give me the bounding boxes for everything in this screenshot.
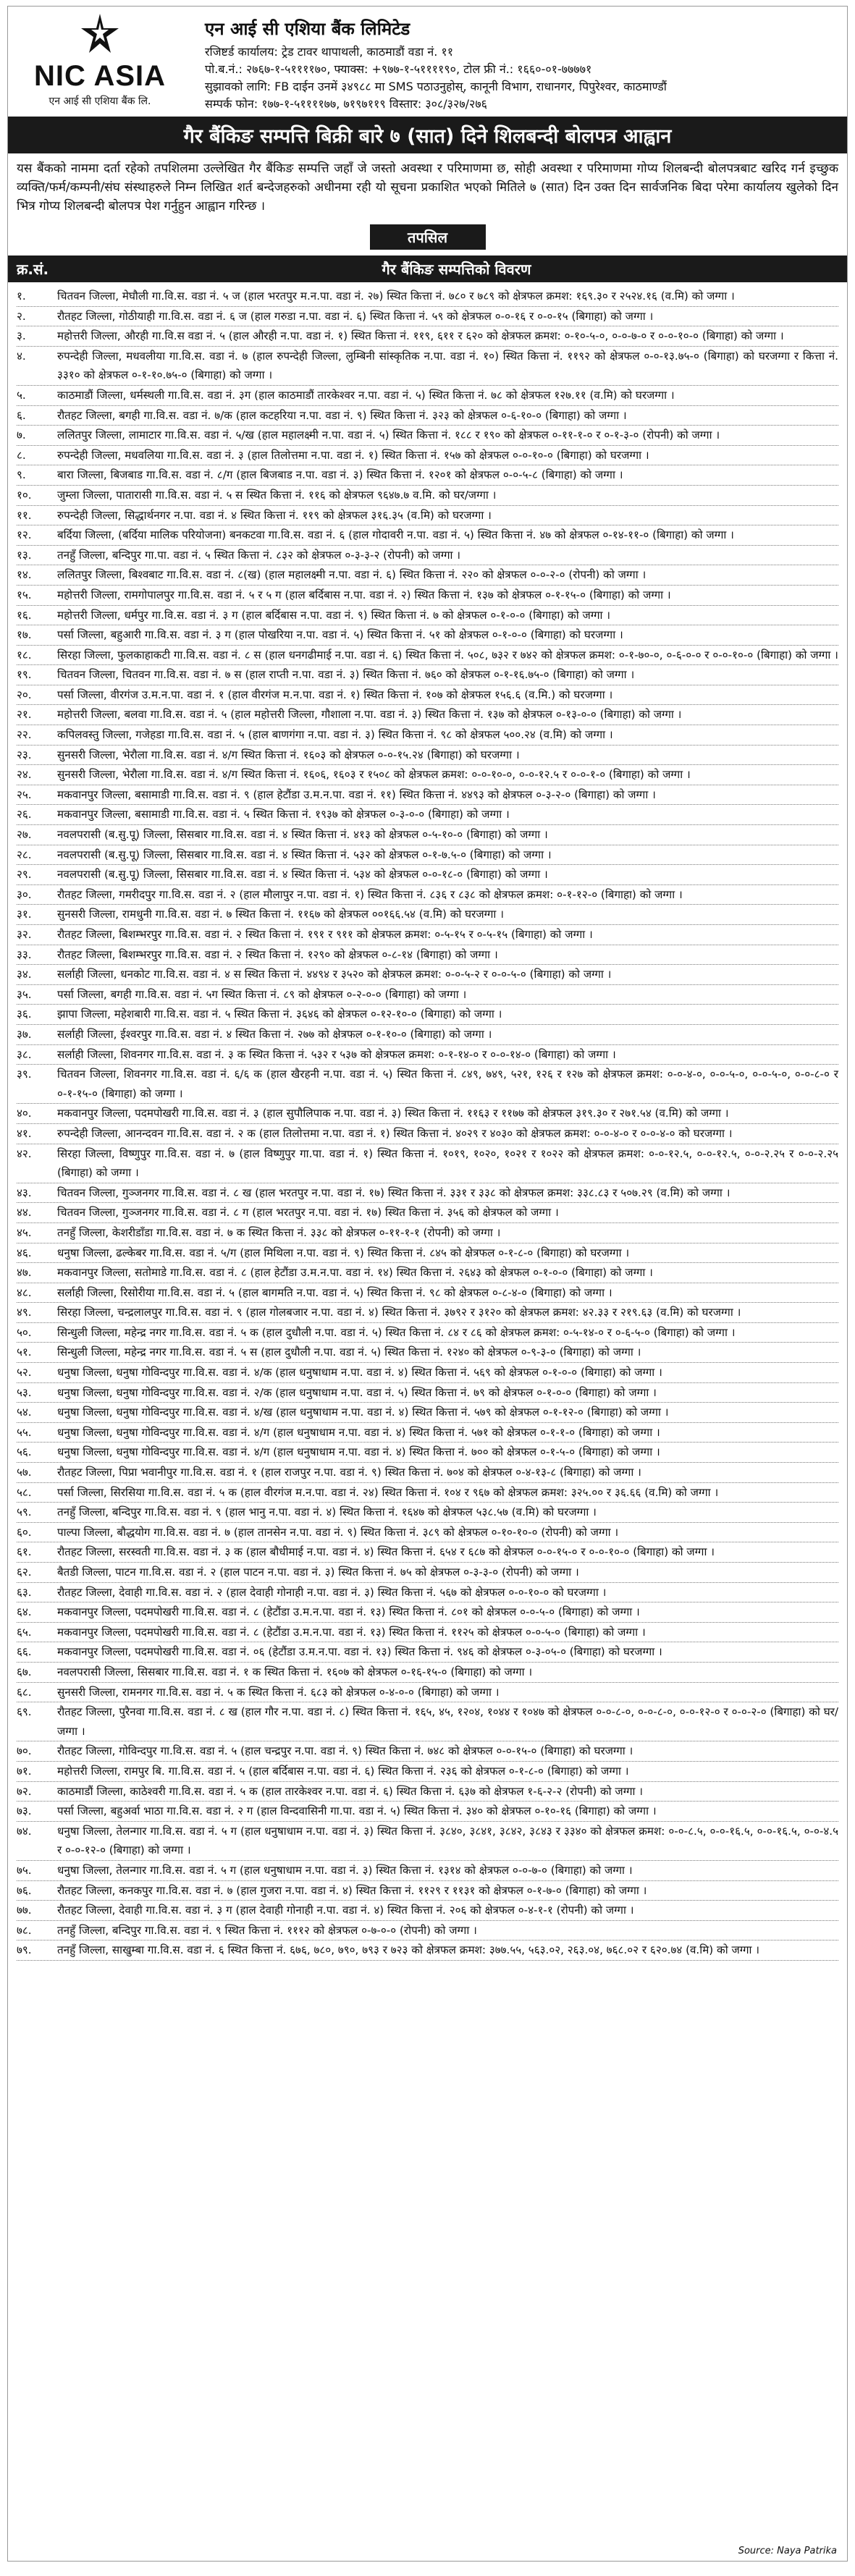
row-serial: १०. <box>17 488 32 502</box>
table-row <box>17 1921 838 1941</box>
table-row <box>17 1483 838 1503</box>
row-description: तनहुँ जिल्ला, बन्दिपुर गा.पा. वडा नं. ५ स्थित कित्ता नं. ८३२ को क्षेत्रफल ०-३-३-२ (रोपनी) को जग्गा । <box>57 548 461 562</box>
table-row <box>17 985 838 1005</box>
row-description: काठमाडौं जिल्ला, धर्मस्थली गा.वि.स. वडा नं. ३ग (हाल काठमाडौं तारकेश्वर न.पा. वडा नं. ५) स्थित कित्ता नं. ७८ को क्षेत्रफल १२७.११ (व.मि) को घरजग्गा । <box>57 388 675 402</box>
row-description: सिन्धुली जिल्ला, महेन्द्र नगर गा.वि.स. वडा नं. ५ क (हाल दुधौली न.पा. वडा नं. ५) स्थित कित्ता नं. ८४ र ८६ को क्षेत्रफल क्रमश: ०-५-१४-० र ०-६-५-० (बिगाहा) को जग्गा । <box>57 1325 736 1339</box>
table-row <box>17 646 838 666</box>
row-description: रौतहट जिल्ला, देवाही गा.वि.स. वडा नं. २ (हाल देवाही गोनाही न.पा. वडा नं. ३) स्थित कित्ता नं. ५६७ को क्षेत्रफल ०-०-१०-० को घरजग्गा । <box>57 1585 607 1599</box>
table-row <box>17 885 838 905</box>
row-serial: ५९. <box>17 1506 32 1519</box>
table-row <box>17 625 838 646</box>
table-row <box>17 1503 838 1523</box>
row-description: धनुषा जिल्ला, धनुषा गोविन्दपुर गा.वि.स. वडा नं. २/क (हाल धनुषाधाम न.पा. वडा नं. ५) स्थित कित्ता नं. ७९ को क्षेत्रफल ०-१-०-० (बिगाहा) को जग्गा । <box>57 1385 657 1399</box>
table-row <box>17 705 838 725</box>
table-row <box>17 965 838 985</box>
row-serial: ७५. <box>17 1863 32 1877</box>
row-description: सर्लाही जिल्ला, शिवनगर गा.वि.स. वडा नं. ३ क स्थित कित्ता नं. ५३२ र ५३७ को क्षेत्रफल क्रमश: ०-१-१४-० र ०-०-१४-० (बिगाहा) को जग्गा । <box>57 1047 616 1061</box>
row-serial: १. <box>17 290 26 303</box>
row-description: सुनसरी जिल्ला, रामनगर गा.वि.स. वडा नं. ५ क स्थित कित्ता नं. ६८३ को क्षेत्रफल ०-४-०-० (बिगाहा) को जग्गा । <box>57 1685 500 1699</box>
row-description: पर्सा जिल्ला, बहुआरी गा.वि.स. वडा नं. ३ ग (हाल पोखरिया न.पा. वडा नं. ५) स्थित कित्ता नं. ५१ को क्षेत्रफल ०-१-०-० (बिगाहा) को घरजग्गा । <box>57 628 623 642</box>
row-serial: ६३. <box>17 1585 32 1599</box>
table-row <box>17 1065 838 1104</box>
row-serial: १५. <box>17 588 32 601</box>
row-serial: ६९. <box>17 1705 32 1719</box>
row-description: पर्सा जिल्ला, वीरगंज उ.म.न.पा. वडा नं. १ (हाल वीरगंज म.न.पा. वडा नं. १) स्थित कित्ता नं. १०७ को क्षेत्रफल १५६.६ (व.मि.) को घरजग्गा । <box>57 688 613 701</box>
row-serial: ४९. <box>17 1306 32 1319</box>
row-serial: १८. <box>17 648 32 662</box>
table-row <box>17 586 838 606</box>
table-row <box>17 1822 838 1861</box>
row-serial: ७३. <box>17 1804 32 1818</box>
row-serial: ३७. <box>17 1027 32 1041</box>
table-row <box>17 1941 838 1961</box>
row-serial: ७२. <box>17 1784 32 1798</box>
row-description: धनुषा जिल्ला, धनुषा गोविन्दपुर गा.वि.स. वडा नं. ४/ख (हाल धनुषाधाम न.पा. वडा नं. ४) स्थित कित्ता नं. ५७९ को क्षेत्रफल ०-१-१२-० (बिगाहा) को जग्गा । <box>57 1406 669 1419</box>
table-row <box>17 945 838 966</box>
table-row <box>17 905 838 925</box>
row-serial: १४. <box>17 568 32 582</box>
table-row <box>17 685 838 706</box>
row-description: मकवानपुर जिल्ला, पदमपोखरी गा.वि.स. वडा नं. ८ (हेटौंडा उ.म.न.पा. वडा नं. १३) स्थित कित्ता नं. ११२५ को क्षेत्रफल ०-०-५-० (बिगाहा) को जग्गा । <box>57 1625 646 1639</box>
row-serial: ७८. <box>17 1923 32 1937</box>
table-row <box>17 386 838 406</box>
table-row <box>17 1403 838 1423</box>
table-row <box>17 1542 838 1563</box>
table-row <box>17 1463 838 1483</box>
row-description: पर्सा जिल्ला, सिरसिया गा.वि.स. वडा नं. ५ क (हाल वीरगंज म.न.पा. वडा नं. २४) स्थित कित्ता नं. १०४ र ९६७ को क्षेत्रफल क्रमश: ३२५.०० र ३६.६६ (व.मि) को जग्गा । <box>57 1485 719 1499</box>
row-serial: ३५. <box>17 987 32 1001</box>
row-serial: ४४. <box>17 1206 32 1220</box>
row-serial: ६५. <box>17 1625 32 1639</box>
table-row <box>17 1861 838 1881</box>
row-serial: २. <box>17 309 26 323</box>
row-description: चितवन जिल्ला, मेघौली गा.वि.स. वडा नं. ५ ज (हाल भरतपुर म.न.पा. वडा नं. २७) स्थित कित्ता नं. ७८० र ७८९ को क्षेत्रफल क्रमश: १६९.३० र २५२४.१६ (व.मि) को जग्गा । <box>57 290 735 303</box>
row-serial: ६१. <box>17 1545 32 1559</box>
row-serial: ४३. <box>17 1186 32 1199</box>
logo <box>17 12 183 108</box>
row-description: तनहुँ जिल्ला, साखुम्बा गा.वि.स. वडा नं. ६ स्थित कित्ता नं. ६७६, ७८०, ७९०, ७९३ र ७२३ को क्षेत्रफल क्रमश: ३७७.५५, ५६३.०२, २६३.०४, ७६८.०२ र ६२०.७४ (व.मि) को जग्गा । <box>57 1943 760 1957</box>
row-serial: १७. <box>17 628 32 642</box>
table-row <box>17 446 838 466</box>
row-description: चितवन जिल्ला, शिवनगर गा.वि.स. वडा नं. ६/६ क (हाल खैरहनी न.पा. वडा नं. ५) स्थित कित्ता नं. ८४९, ७४९, ५२१, १२६ र १२७ को क्षेत्रफल क्रमश: ०-०-४-०, ०-०-५-०, ०-०-५-०, ०-०-८-० र ०-१-१५-० (बिगाहा) को जग्गा । <box>57 1068 838 1100</box>
table-row <box>17 1642 838 1663</box>
table-row <box>17 307 838 327</box>
row-description: नवलपरासी जिल्ला, सिसबार गा.वि.स. वडा नं. १ क स्थित कित्ता नं. १६०७ को क्षेत्रफल ०-१६-१५-० (बिगाहा) को जग्गा । <box>57 1665 533 1678</box>
table-row <box>17 486 838 506</box>
table-row <box>17 326 838 347</box>
table-row <box>17 1343 838 1363</box>
table-header <box>8 256 847 282</box>
bank-name: एन आई सी एशिया बैंक लिमिटेड <box>205 19 410 39</box>
table-row <box>17 1025 838 1045</box>
row-description: कपिलवस्तु जिल्ला, गजेहडा गा.वि.स. वडा नं. ५ (हाल बाणगंगा न.पा. वडा नं. ३) स्थित कित्ता नं. ९८ को क्षेत्रफल ५००.२४ (व.मि) को जग्गा । <box>57 728 613 742</box>
row-serial: २७. <box>17 828 32 842</box>
table-row <box>17 506 838 526</box>
col-header-sn: क्र.सं. <box>17 261 49 278</box>
row-serial: ३८. <box>17 1047 32 1061</box>
table-row <box>17 665 838 685</box>
row-description: नवलपरासी (ब.सु.पू) जिल्ला, सिसबार गा.वि.स. वडा नं. ४ स्थित कित्ता नं. ५३२ को क्षेत्रफल ०-१-७.५-० (बिगाहा) को जग्गा । <box>57 848 552 861</box>
row-serial: ६८. <box>17 1685 32 1699</box>
row-serial: २१. <box>17 708 32 722</box>
row-description: नवलपरासी (ब.सु.पू) जिल्ला, सिसबार गा.वि.स. वडा नं. ४ स्थित कित्ता नं. ५३४ को क्षेत्रफल ०-०-१८-० (बिगाहा) को जग्गा । <box>57 868 548 882</box>
row-serial: ५३. <box>17 1385 32 1399</box>
table-row <box>17 465 838 486</box>
row-serial: ७४. <box>17 1824 32 1838</box>
brand-tagline: एन आई सी एशिया बैंक लि. <box>49 96 151 107</box>
row-serial: ३. <box>17 329 26 343</box>
row-serial: ९. <box>17 468 26 482</box>
notice-page <box>7 6 848 2562</box>
table-row <box>17 865 838 885</box>
row-serial: ४८. <box>17 1285 32 1299</box>
row-serial: ३६. <box>17 1008 32 1021</box>
row-serial: २९. <box>17 868 32 882</box>
row-description: बारा जिल्ला, बिजबाड गा.वि.स. वडा नं. ८/ग (हाल बिजबाड न.पा. वडा नं. ३) स्थित कित्ता नं. १२०१ को क्षेत्रफल ०-०-५-८ (बिगाहा) को जग्गा । <box>57 468 623 482</box>
row-serial: १९. <box>17 668 32 682</box>
row-description: रुपन्देही जिल्ला, आनन्दवन गा.वि.स. वडा नं. २ क (हाल तिलोत्तमा न.पा. वडा नं. १) स्थित कित्ता नं. ४०२९ र ४०३० को क्षेत्रफल क्रमश: ०-०-४-० र ०-०-४-० को घरजग्गा । <box>57 1126 733 1140</box>
table-row <box>17 1223 838 1243</box>
table-row <box>17 1683 838 1703</box>
row-description: महोत्तरी जिल्ला, रामपुर बि. गा.वि.स. वडा नं. ५ (हाल बर्दिबास न.पा. वडा नं. ६) स्थित कित्ता नं. २३६ को क्षेत्रफल ०-१-८-० (बिगाहा) को जग्गा । <box>57 1764 629 1778</box>
row-description: रौतहट जिल्ला, बगही गा.वि.स. वडा नं. ७/क (हाल कटहरिया न.पा. वडा नं. ९) स्थित कित्ता नं. ३२३ को क्षेत्रफल ०-६-१०-० (बिगाहा) को जग्गा । <box>57 408 627 422</box>
row-description: तनहुँ जिल्ला, केशरीडाँडा गा.वि.स. वडा नं. ७ क स्थित कित्ता नं. ३३८ को क्षेत्रफल ०-११-१-१ (रोपनी) को जग्गा । <box>57 1225 501 1239</box>
row-serial: ८. <box>17 448 26 462</box>
row-description: रौतहट जिल्ला, गोविन्दपुर गा.वि.स. वडा नं. ५ (हाल चन्द्रपुर न.पा. वडा नं. ९) स्थित कित्ता नं. ७४८ को क्षेत्रफल ०-०-१५-० (बिगाहा) को घरजग्गा । <box>57 1744 633 1758</box>
row-serial: ५. <box>17 388 26 402</box>
row-serial: २६. <box>17 808 32 822</box>
table-row <box>17 1323 838 1343</box>
row-description: मकवानपुर जिल्ला, पदमपोखरी गा.वि.स. वडा नं. ३ (हाल सुपौलिपाक न.पा. वडा नं. ३) स्थित कित्ता नं. ११६३ र ११७७ को क्षेत्रफल ३१९.३० र २७१.५४ (व.मि) को जग्गा । <box>57 1107 729 1120</box>
table-row <box>17 1104 838 1124</box>
row-serial: ३१. <box>17 908 32 921</box>
row-description: रुपन्देही जिल्ला, मधवलीया गा.वि.स. वडा नं. ७ (हाल रुपन्देही जिल्ला, लुम्बिनी सांस्कृतिक न.पा. वडा नं. १०) स्थित कित्ता नं. ११९२ को क्षेत्रफल ०-०-१३.७५-० (बिगाहा) को घरजग्गा र कित्ता नं. ३३१० को क्षेत्रफल ०-१-१०.७५-० (बिगाहा) को जग्गा । <box>57 349 838 382</box>
notice-intro: यस बैंकको नाममा दर्ता रहेको तपशिलमा उल्लेखित गैर बैंकिङ सम्पत्ति जहाँ जे जस्तो अवस्था र परिमाणमा छ, सोही अवस्था र परिमाणमा गोप्य शिलबन्दी बोलपत्रबाट खरिद गर्न इच्छुक व्यक्ति/फर्म/कम्पनी/संघ संस्थाहरुले निम्न लिखित शर्त बन्देजहरुको अधीनमा रही यो सूचना प्रकाशित भएको मितिले ७ (सात) दिन उक्त दिन सार्वजनिक बिदा परेमा कार्यालय खुलेको दिन भित्र गोप्य शिलबन्दी बोलपत्र पेश गर्नुहुन आह्वान गरिन्छ । <box>17 161 838 214</box>
table-row <box>17 426 838 446</box>
row-serial: ४०. <box>17 1107 32 1120</box>
row-description: सर्लाही जिल्ला, ईश्वरपुर गा.वि.स. वडा नं. ४ स्थित कित्ता नं. २७७ को क्षेत्रफल ०-१-१०-० (बिगाहा) को जग्गा । <box>57 1027 492 1041</box>
table-row <box>17 1363 838 1383</box>
row-description: सिरहा जिल्ला, चन्द्रलालपुर गा.वि.स. वडा नं. ९ (हाल गोलबजार न.पा. वडा नं. ४) स्थित कित्ता नं. ३७९२ र ३१२० को क्षेत्रफल क्रमश: ४२.३३ र २१९.६३ (व.मि) को घरजग्गा । <box>57 1306 741 1319</box>
row-serial: ७७. <box>17 1904 32 1917</box>
table-row <box>17 1144 838 1183</box>
table-row <box>17 845 838 866</box>
row-description: महोत्तरी जिल्ला, बलवा गा.वि.स. वडा नं. ५ (हाल महोत्तरी जिल्ला, गौशाला न.पा. वडा नं. ३) स्थित कित्ता नं. १३७ को क्षेत्रफल ०-१३-०-० (बिगाहा) को जग्गा । <box>57 708 682 722</box>
row-serial: ३२. <box>17 928 32 941</box>
row-serial: ३४. <box>17 968 32 981</box>
row-description: महोत्तरी जिल्ला, औरही गा.वि.स वडा नं. ५ (हाल औरही न.पा. वडा नं. १) स्थित कित्ता नं. ११९, ६११ र ६२० को क्षेत्रफल क्रमश: ०-१०-५-०, ०-०-७-० र ०-०-१०-० (बिगाहा) को जग्गा । <box>57 329 784 343</box>
row-serial: २४. <box>17 768 32 782</box>
table-row <box>17 785 838 806</box>
row-serial: ७. <box>17 428 26 442</box>
table-row <box>17 805 838 825</box>
row-serial: ३३. <box>17 947 32 961</box>
table-row <box>17 1383 838 1403</box>
table-row <box>17 1583 838 1603</box>
address-line: सुझावको लागि: FB दाईन उनमें ३४९८८ मा SMS पठाउनुहोस्, कानूनी विभाग, राधानगर, पिपुरेश्वर, काठमाण्डौं <box>205 80 667 93</box>
row-serial: ५४. <box>17 1406 32 1419</box>
masthead <box>8 7 847 115</box>
row-description: रौतहट जिल्ला, सरस्वती गा.वि.स. वडा नं. ३ क (हाल बौधीमाई न.पा. वडा नं. ४) स्थित कित्ता नं. ६५४ र ६८७ को क्षेत्रफल ०-०-१५-० र ०-०-१०-० (बिगाहा) को जग्गा । <box>57 1545 715 1559</box>
row-serial: ६६. <box>17 1645 32 1659</box>
brand-name: NIC ASIA <box>33 60 167 92</box>
table-row <box>17 1423 838 1443</box>
table-row <box>17 1623 838 1643</box>
row-description: रौतहट जिल्ला, गोठीयाही गा.वि.स. वडा नं. ६ ज (हाल गरुडा न.पा. वडा नं. ६) स्थित कित्ता नं. ५९ को क्षेत्रफल ०-०-१६ र ०-०-१५ (बिगाहा) को जग्गा । <box>57 309 654 323</box>
col-header-description: गैर बैंकिङ सम्पत्तिको विवरण <box>382 261 531 278</box>
row-serial: ६. <box>17 408 26 422</box>
row-description: पर्सा जिल्ला, बगही गा.वि.स. वडा नं. ५ग स्थित कित्ता नं. ८९ को क्षेत्रफल ०-२-०-० (बिगाहा) को जग्गा । <box>57 987 467 1001</box>
table-row <box>17 1263 838 1283</box>
row-description: काठमाडौं जिल्ला, काठेश्वरी गा.वि.स. वडा नं. ५ क (हाल तारकेश्वर न.पा. वडा नं. ६) स्थित कित्ता नं. ६३७ को क्षेत्रफल १-६-२-२ (रोपनी) को जग्गा । <box>57 1784 644 1798</box>
table-row <box>17 925 838 945</box>
row-description: नवलपरासी (ब.सु.पू) जिल्ला, सिसबार गा.वि.स. वडा नं. ४ स्थित कित्ता नं. ४१३ को क्षेत्रफल ०-५-१०-० (बिगाहा) को जग्गा । <box>57 828 548 842</box>
row-description: रौतहट जिल्ला, गमरीदपुर गा.वि.स. वडा नं. २ (हाल मौलापुर न.पा. वडा नं. १) स्थित कित्ता नं. ८३६ र ८३८ को क्षेत्रफल क्रमश: ०-१-१२-० (बिगाहा) को जग्गा । <box>57 887 683 901</box>
star-logo-icon <box>78 12 122 56</box>
row-serial: २५. <box>17 787 32 801</box>
row-serial: ५०. <box>17 1325 32 1339</box>
table-row <box>17 606 838 626</box>
row-serial: ६०. <box>17 1525 32 1539</box>
row-serial: ४२. <box>17 1146 32 1160</box>
row-description: धनुषा जिल्ला, तेलन्गार गा.वि.स. वडा नं. ५ ग (हाल धनुषाधाम न.पा. वडा नं. ३) स्थित कित्ता नं. ३८४०, ३८४१, ३८४२, ३८४३ र ३३४० को क्षेत्रफल क्रमश: ०-०-८.५, ०-०-१६.५, ०-०-१६.५, ०-०-४.५ र ०-०-१२-० (बिगाहा) को जग्गा । <box>57 1824 838 1857</box>
row-description: सुनसरी जिल्ला, रामधुनी गा.वि.स. वडा नं. ७ स्थित कित्ता नं. ११६७ को क्षेत्रफल ००१६६.५४ (व.मि) को घरजग्गा । <box>57 908 504 921</box>
row-description: सर्लाही जिल्ला, रिसोरीया गा.वि.स. वडा नं. ५ (हाल बागमति न.पा. वडा नं. ५) स्थित कित्ता नं. ९८ को क्षेत्रफल ०-८-४-० (बिगाहा) को जग्गा । <box>57 1285 612 1299</box>
row-description: पर्सा जिल्ला, बहुअर्वा भाठा गा.वि.स. वडा नं. २ ग (हाल विन्दवासिनी गा.पा. वडा नं. ५) स्थित कित्ता नं. ३४० को क्षेत्रफल ०-१०-१६ (बिगाहा) को जग्गा । <box>57 1804 657 1818</box>
row-description: रौतहट जिल्ला, बिशम्भरपुर गा.वि.स. वडा नं. २ स्थित कित्ता नं. १२९० को क्षेत्रफल ०-८-१४ (बिगाहा) को जग्गा । <box>57 947 498 961</box>
row-serial: ५७. <box>17 1466 32 1479</box>
address-line: पो.ब.नं.: २७६७-१-५११११७०, फ्याक्स: +९७७-१-५११११९०, टोल फ्री नं.: १६६०-०१-७७७७१ <box>205 62 592 76</box>
row-description: रुपन्देही जिल्ला, मधवलिया गा.वि.स. वडा नं. ३ (हाल तिलोत्तमा न.पा. वडा नं. १) स्थित कित्ता नं. १५७ को क्षेत्रफल ०-०-१०-० (बिगाहा) को घरजग्गा । <box>57 448 649 462</box>
table-row <box>17 406 838 426</box>
schedule-title: तपसिल <box>370 224 486 250</box>
table-row <box>17 1124 838 1144</box>
row-description: चितवन जिल्ला, चितवन गा.वि.स. वडा नं. ७ स (हाल राप्ती न.पा. वडा नं. ३) स्थित कित्ता नं. ७६० को क्षेत्रफल ०-१-१६.७५-० (बिगाहा) को जग्गा । <box>57 668 635 682</box>
table-row <box>17 746 838 766</box>
row-description: मकवानपुर जिल्ला, पदमपोखरी गा.वि.स. वडा नं. ०६ (हेटौंडा उ.म.न.पा. वडा नं. १३) स्थित कित्ता नं. ९४६ को क्षेत्रफल ०-३-०५-० (बिगाहा) को घरजग्गा । <box>57 1645 662 1659</box>
row-description: रौतहट जिल्ला, कनकपुर गा.वि.स. वडा नं. ७ (हाल गुजरा न.पा. वडा नं. ४) स्थित कित्ता नं. ११२९ र ११३१ को क्षेत्रफल ०-१-७-० (बिगाहा) को जग्गा । <box>57 1883 647 1897</box>
row-description: सिन्धुली जिल्ला, महेन्द्र नगर गा.वि.स. वडा नं. ५ स (हाल दुधौली न.पा. वडा नं. ५) स्थित कित्ता नं. १२४० को क्षेत्रफल ०-९-३-० (बिगाहा) को जग्गा । <box>57 1346 641 1359</box>
row-serial: ३०. <box>17 887 32 901</box>
row-serial: ५६. <box>17 1445 32 1459</box>
row-description: सुनसरी जिल्ला, भेरौला गा.वि.स. वडा नं. ४/ग स्थित कित्ता नं. १६०६, १६०३ र १५०८ को क्षेत्रफल क्रमश: ०-०-१०-०, ०-०-१२.५ र ०-०-१-० (बिगाहा) को जग्गा । <box>57 768 691 782</box>
row-description: जुम्ला जिल्ला, पातारासी गा.वि.स. वडा नं. ५ स स्थित कित्ता नं. ११६ को क्षेत्रफल ९६४७.७ व.मि. को घर/जग्गा । <box>57 488 497 502</box>
row-description: मकवानपुर जिल्ला, बसामाडी गा.वि.स. वडा नं. ५ स्थित कित्ता नं. १९३७ को क्षेत्रफल ०-३-०-० (बिगाहा) को जग्गा । <box>57 808 510 822</box>
row-description: रौतहट जिल्ला, पुरैनवा गा.वि.स. वडा नं. ८ ख (हाल गौर न.पा. वडा नं. ८) स्थित कित्ता नं. १६५, ४५, १२०४, १०४४ र १०४७ को क्षेत्रफल ०-०-८-०, ०-०-८-०, ०-०-१२-० र ०-०-२-० (बिगाहा) को घर/जग्गा । <box>57 1705 838 1738</box>
row-description: बर्दिया जिल्ला, (बर्दिया मालिक परियोजना) बनकटवा गा.वि.स. वडा नं. ६ (हाल गोदावरी न.पा. वडा नं. ५) स्थित कित्ता नं. ४७ को क्षेत्रफल ०-१४-११-० (बिगाहा) को जग्गा । <box>57 528 734 542</box>
row-description: सिरहा जिल्ला, विष्णुपुर गा.वि.स. वडा नं. ७ (हाल विष्णुपुर गा.पा. वडा नं. १) स्थित कित्ता नं. १०१९, १०२०, १०२१ र १०२२ को क्षेत्रफल क्रमश: ०-०-१२.५, ०-०-१२.५, ०-०-२.२५ र ०-०-२.२५ (बिगाहा) को जग्गा । <box>57 1146 838 1180</box>
row-serial: १२. <box>17 528 32 542</box>
row-description: रौतहट जिल्ला, पिप्रा भवानीपुर गा.वि.स. वडा नं. १ (हाल राजपुर न.पा. वडा नं. ९) स्थित कित्ता नं. ७०४ को क्षेत्रफल ०-४-१३-८ (बिगाहा) को जग्गा । <box>57 1466 641 1479</box>
row-serial: ४१. <box>17 1126 32 1140</box>
row-description: महोत्तरी जिल्ला, धर्मपुर गा.वि.स. वडा नं. ३ ग (हाल बर्दिबास न.पा. वडा नं. ९) स्थित कित्ता नं. ७ को क्षेत्रफल ०-१-०-० (बिगाहा) को जग्गा । <box>57 608 611 622</box>
table-row <box>17 1663 838 1683</box>
row-serial: ७१. <box>17 1764 32 1778</box>
table-row <box>17 1762 838 1782</box>
row-serial: ५८. <box>17 1485 32 1499</box>
row-description: रौतहट जिल्ला, देवाही गा.वि.स. वडा नं. ३ ग (हाल देवाही गोनाही न.पा. वडा नं. ४) स्थित कित्ता नं. २०६ को क्षेत्रफल ०-४-१-१ (रोपनी) को जग्गा । <box>57 1904 634 1917</box>
row-description: मकवानपुर जिल्ला, सतोमाडे गा.वि.स. वडा नं. ८ (हाल हेटौंडा उ.म.न.पा. वडा नं. १४) स्थित कित्ता नं. २६४३ को क्षेत्रफल ०-१-०-० (बिगाहा) को जग्गा । <box>57 1266 653 1280</box>
row-serial: २८. <box>17 848 32 861</box>
bank-address-block <box>183 12 667 113</box>
row-description: रौतहट जिल्ला, बिशम्भरपुर गा.वि.स. वडा नं. २ स्थित कित्ता नं. १९१ र ९११ को क्षेत्रफल क्रमश: ०-५-१५ र ०-५-१५ (बिगाहा) को जग्गा । <box>57 928 593 941</box>
row-description: ललितपुर जिल्ला, बिश्वबाट गा.वि.स. वडा नं. ८(ख) (हाल महालक्ष्मी न.पा. वडा नं. ६) स्थित कित्ता नं. २२० को क्षेत्रफल ०-०-२-० (रोपनी) को जग्गा । <box>57 568 646 582</box>
row-serial: ११. <box>17 508 32 522</box>
row-description: तनहुँ जिल्ला, बन्दिपुर गा.वि.स. वडा नं. ९ स्थित कित्ता नं. १११२ को क्षेत्रफल ०-७-०-० (रोपनी) को जग्गा । <box>57 1923 477 1937</box>
row-description: सिरहा जिल्ला, फुलकाहाकटी गा.वि.स. वडा नं. ८ स (हाल धनगढीमाई न.पा. वडा नं. ६) स्थित कित्ता नं. ५०८, ७३२ र ७४२ को क्षेत्रफल क्रमश: ०-१-७०-०, ०-६-०-० र ०-०-१०-० (बिगाहा) को जग्गा । <box>57 648 838 662</box>
row-serial: ६४. <box>17 1605 32 1619</box>
row-serial: ५५. <box>17 1425 32 1439</box>
table-row <box>17 1741 838 1762</box>
table-row <box>17 1243 838 1264</box>
table-row <box>17 546 838 566</box>
row-serial: ५१. <box>17 1346 32 1359</box>
row-serial: ४६. <box>17 1246 32 1259</box>
row-description: ललितपुर जिल्ला, लामाटार गा.वि.स. वडा नं. ५/ख (हाल महालक्ष्मी न.पा. वडा नं. ५) स्थित कित्ता नं. १८८ र १९० को क्षेत्रफल ०-११-१-० र ०-१-३-० (रोपनी) को जग्गा । <box>57 428 720 442</box>
table-row <box>17 1523 838 1543</box>
address-line: सम्पर्क फोन: १७७-१-५११११७७, ७१९७११९ विस्तार: ३०८/३२७/२७६ <box>205 97 487 111</box>
row-serial: ६२. <box>17 1566 32 1579</box>
table-row <box>17 1283 838 1304</box>
row-serial: २०. <box>17 688 32 701</box>
row-description: धनुषा जिल्ला, धनुषा गोविन्दपुर गा.वि.स. वडा नं. ४/ग (हाल धनुषाधाम न.पा. वडा नं. ४) स्थित कित्ता नं. ५७१ को क्षेत्रफल ०-१-१-० (बिगाहा) को जग्गा । <box>57 1425 660 1439</box>
row-description: महोत्तरी जिल्ला, रामगोपालपुर गा.वि.स. वडा नं. ५ र ५ ग (हाल बर्दिबास न.पा. वडा नं. २) स्थित कित्ता नं. १३७ को क्षेत्रफल ०-१-१५-० (बिगाहा) को जग्गा । <box>57 588 671 601</box>
row-description: चितवन जिल्ला, गुञ्जनगर गा.वि.स. वडा नं. ८ ग (हाल भरतपुर न.पा. वडा नं. १७) स्थित कित्ता नं. ३५६ को क्षेत्रफल को जग्गा । <box>57 1206 559 1220</box>
address-line: रजिष्टर्ड कार्यालय: ट्रेड टावर थापाथली, काठमाडौं वडा नं. ११ <box>205 45 454 59</box>
table-row <box>17 765 838 785</box>
row-description: झापा जिल्ला, महेशबारी गा.वि.स. वडा नं. ५ स्थित कित्ता नं. ३६४६ को क्षेत्रफल ०-१२-१०-० (बिगाहा) को जग्गा । <box>57 1008 502 1021</box>
row-description: तनहुँ जिल्ला, बन्दिपुर गा.वि.स. वडा नं. ९ (हाल भानु न.पा. वडा नं. ४) स्थित कित्ता नं. १६४७ को क्षेत्रफल ५३८.५७ (व.मि) को घरजग्गा । <box>57 1506 597 1519</box>
row-description: मकवानपुर जिल्ला, पदमपोखरी गा.वि.स. वडा नं. ८ (हेटौंडा उ.म.न.पा. वडा नं. १३) स्थित कित्ता नं. ८०१ को क्षेत्रफल ०-०-५-० (बिगाहा) को जग्गा । <box>57 1605 640 1619</box>
table-row <box>17 347 838 386</box>
row-serial: ६७. <box>17 1665 32 1678</box>
row-serial: २२. <box>17 728 32 742</box>
asset-list <box>8 282 847 1961</box>
row-description: सुनसरी जिल्ला, भेरौला गा.वि.स. वडा नं. ४/ग स्थित कित्ता नं. १६०३ को क्षेत्रफल ०-०-१५.२४ (बिगाहा) को घरजग्गा । <box>57 748 520 761</box>
row-serial: ४. <box>17 349 26 363</box>
row-serial: ७९. <box>17 1943 32 1957</box>
table-row <box>17 1881 838 1901</box>
row-description: धनुषा जिल्ला, धनुषा गोविन्दपुर गा.वि.स. वडा नं. ४/क (हाल धनुषाधाम न.पा. वडा नं. ४) स्थित कित्ता नं. ५६९ को क्षेत्रफल ०-१-०-० (बिगाहा) को जग्गा । <box>57 1366 662 1380</box>
table-row <box>17 1183 838 1204</box>
row-serial: १३. <box>17 548 32 562</box>
row-serial: २३. <box>17 748 32 761</box>
table-row <box>17 565 838 586</box>
row-serial: ४५. <box>17 1225 32 1239</box>
row-serial: ७०. <box>17 1744 32 1758</box>
row-description: मकवानपुर जिल्ला, बसामाडी गा.वि.स. वडा नं. ९ (हाल हेटौंडा उ.म.न.पा. वडा नं. ११) स्थित कित्ता नं. ४४९३ को क्षेत्रफल ०-३-२-० (बिगाहा) को जग्गा । <box>57 787 656 801</box>
row-serial: ५२. <box>17 1366 32 1380</box>
table-row <box>17 1702 838 1741</box>
row-description: धनुषा जिल्ला, धनुषा गोविन्दपुर गा.वि.स. वडा नं. ४/ग (हाल धनुषाधाम न.पा. वडा नं. ४) स्थित कित्ता नं. ७०० को क्षेत्रफल ०-१-५-० (बिगाहा) को जग्गा । <box>57 1445 660 1459</box>
table-row <box>17 1443 838 1463</box>
table-row <box>17 1203 838 1223</box>
row-description: पाल्पा जिल्ला, बौद्धयोग गा.वि.स. वडा नं. ७ (हाल तानसेन न.पा. वडा नं. ९) स्थित कित्ता नं. ३८९ को क्षेत्रफल ०-१०-१०-० (रोपनी) को जग्गा । <box>57 1525 619 1539</box>
row-serial: १६. <box>17 608 32 622</box>
table-row <box>17 1802 838 1822</box>
row-description: धनुषा जिल्ला, ढल्केबर गा.वि.स. वडा नं. ५/ग (हाल मिथिला न.पा. वडा नं. ९) स्थित कित्ता नं. ८४५ को क्षेत्रफल ०-१-८-० (बिगाहा) को घरजग्गा । <box>57 1246 630 1259</box>
row-serial: ४७. <box>17 1266 32 1280</box>
table-row <box>17 287 838 307</box>
row-description: धनुषा जिल्ला, तेलन्गार गा.वि.स. वडा नं. ५ ग (हाल धनुषाधाम न.पा. वडा नं. ३) स्थित कित्ता नं. १३१४ को क्षेत्रफल ०-०-७-० (बिगाहा) को जग्गा । <box>57 1863 633 1877</box>
table-row <box>17 825 838 845</box>
row-description: बैतडी जिल्ला, पाटन गा.वि.स. वडा नं. २ (हाल पाटन न.पा. वडा नं. ३) स्थित कित्ता नं. ७५ को क्षेत्रफल ०-३-३-० (रोपनी) को जग्गा । <box>57 1566 579 1579</box>
row-serial: ७६. <box>17 1883 32 1897</box>
table-row <box>17 1782 838 1802</box>
table-row <box>17 1005 838 1025</box>
table-row <box>17 1045 838 1065</box>
row-description: चितवन जिल्ला, गुञ्जनगर गा.वि.स. वडा नं. ८ ख (हाल भरतपुर न.पा. वडा नं. १७) स्थित कित्ता नं. ३३१ र ३३८ को क्षेत्रफल क्रमश: ३३८.८३ र ५०७.२९ (व.मि) को जग्गा । <box>57 1186 730 1199</box>
row-description: सर्लाही जिल्ला, धनकोट गा.वि.स. वडा नं. ४ स स्थित कित्ता नं. ४४९४ र ३५२० को क्षेत्रफल क्रमश: ०-०-५-२ र ०-०-५-० (बिगाहा) को जग्गा । <box>57 968 612 981</box>
source-credit: Source: Naya Patrika <box>738 2546 837 2556</box>
table-row <box>17 725 838 746</box>
notice-headline: गैर बैंकिङ सम्पत्ति बिक्री बारे ७ (सात) दिने शिलबन्दी बोलपत्र आह्वान <box>8 117 847 153</box>
table-row <box>17 1901 838 1921</box>
table-row <box>17 1303 838 1323</box>
table-row <box>17 525 838 546</box>
row-description: रुपन्देही जिल्ला, सिद्धार्थनगर न.पा. वडा नं. ४ स्थित कित्ता नं. ११९ को क्षेत्रफल ३१६.३५ (व.मि) को घरजग्गा । <box>57 508 492 522</box>
row-serial: ३९. <box>17 1068 32 1081</box>
table-row <box>17 1563 838 1583</box>
table-row <box>17 1602 838 1623</box>
